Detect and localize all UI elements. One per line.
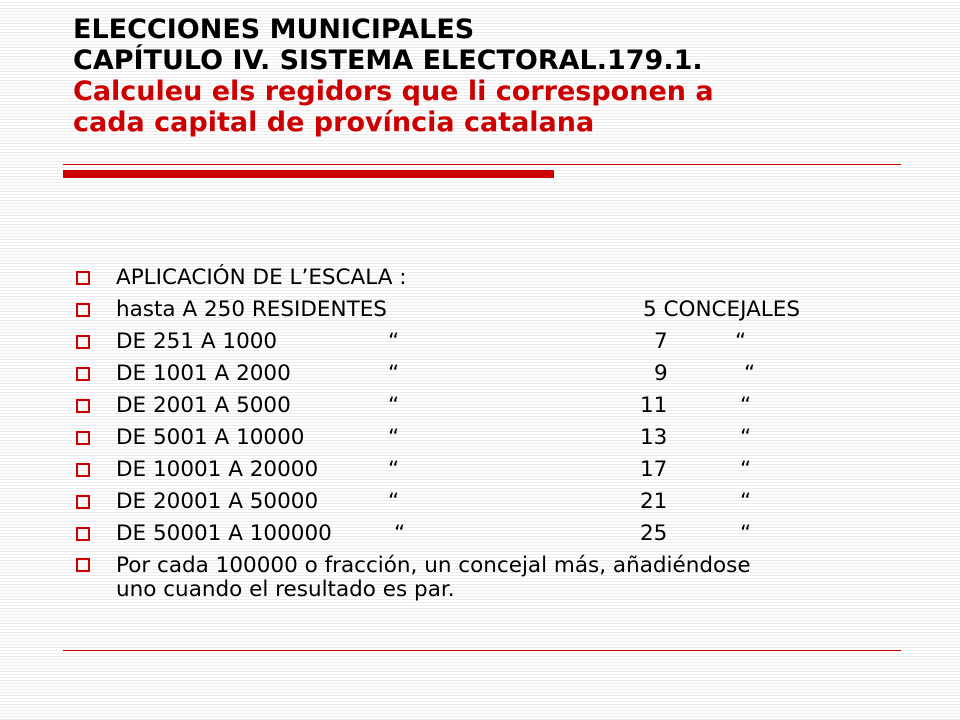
square-bullet-icon (76, 495, 90, 509)
list-item (76, 518, 876, 550)
population-range: DE 251 A 1000 (116, 329, 278, 354)
list-item (76, 326, 876, 358)
square-bullet-icon (76, 399, 90, 413)
ditto-mark: “ (388, 425, 400, 450)
list-item (76, 454, 876, 486)
square-bullet-icon (76, 431, 90, 445)
ditto-mark: “ (388, 329, 400, 354)
population-range: hasta A 250 RESIDENTES (116, 297, 387, 322)
ditto-mark: “ (740, 489, 752, 514)
square-bullet-icon (76, 303, 90, 317)
title-line-3: Calculeu els regidors que li corresponen a (73, 76, 714, 107)
ditto-mark: “ (740, 521, 752, 546)
population-range: DE 5001 A 10000 (116, 425, 305, 450)
councillor-count: 7 (654, 329, 668, 354)
ditto-mark: “ (388, 489, 400, 514)
councillor-count: 13 (640, 425, 668, 450)
footer-divider (63, 650, 901, 651)
population-range: DE 1001 A 2000 (116, 361, 291, 386)
title-line-1: ELECCIONES MUNICIPALES (73, 14, 475, 45)
councillor-count: 25 (640, 521, 668, 546)
population-range: DE 50001 A 100000 (116, 521, 332, 546)
list-item (76, 358, 876, 390)
square-bullet-icon (76, 335, 90, 349)
ditto-mark: “ (740, 425, 752, 450)
square-bullet-icon (76, 271, 90, 285)
title-line-2: CAPÍTULO IV. SISTEMA ELECTORAL.179.1. (73, 45, 703, 76)
square-bullet-icon (76, 463, 90, 477)
list-item-text: APLICACIÓN DE L’ESCALA : (116, 265, 407, 290)
councillor-count: 11 (640, 393, 668, 418)
list-item-note (76, 550, 876, 602)
list-item (76, 486, 876, 518)
square-bullet-icon (76, 558, 90, 572)
slide-title (73, 14, 913, 138)
councillor-count: 5 CONCEJALES (643, 297, 801, 322)
population-range: DE 2001 A 5000 (116, 393, 291, 418)
ditto-mark: “ (744, 361, 756, 386)
ditto-mark: “ (735, 329, 747, 354)
ditto-mark: “ (388, 393, 400, 418)
ditto-mark: “ (388, 361, 400, 386)
population-range: DE 20001 A 50000 (116, 489, 319, 514)
councillor-count: 9 (654, 361, 668, 386)
list-item (76, 422, 876, 454)
list-item (76, 390, 876, 422)
councillor-count: 21 (640, 489, 668, 514)
scale-list (76, 262, 876, 602)
square-bullet-icon (76, 367, 90, 381)
councillor-count: 17 (640, 457, 668, 482)
list-item-heading (76, 262, 876, 294)
list-item (76, 294, 876, 326)
ditto-mark: “ (388, 457, 400, 482)
title-line-4: cada capital de província catalana (73, 107, 595, 138)
ditto-mark: “ (740, 457, 752, 482)
ditto-mark: “ (394, 521, 406, 546)
title-underline-thin (63, 164, 901, 165)
list-item-text: Por cada 100000 o fracción, un concejal más, añadiéndose uno cuando el resultado es par. (116, 553, 751, 602)
population-range: DE 10001 A 20000 (116, 457, 319, 482)
title-underline-thick (63, 170, 554, 178)
square-bullet-icon (76, 527, 90, 541)
ditto-mark: “ (740, 393, 752, 418)
